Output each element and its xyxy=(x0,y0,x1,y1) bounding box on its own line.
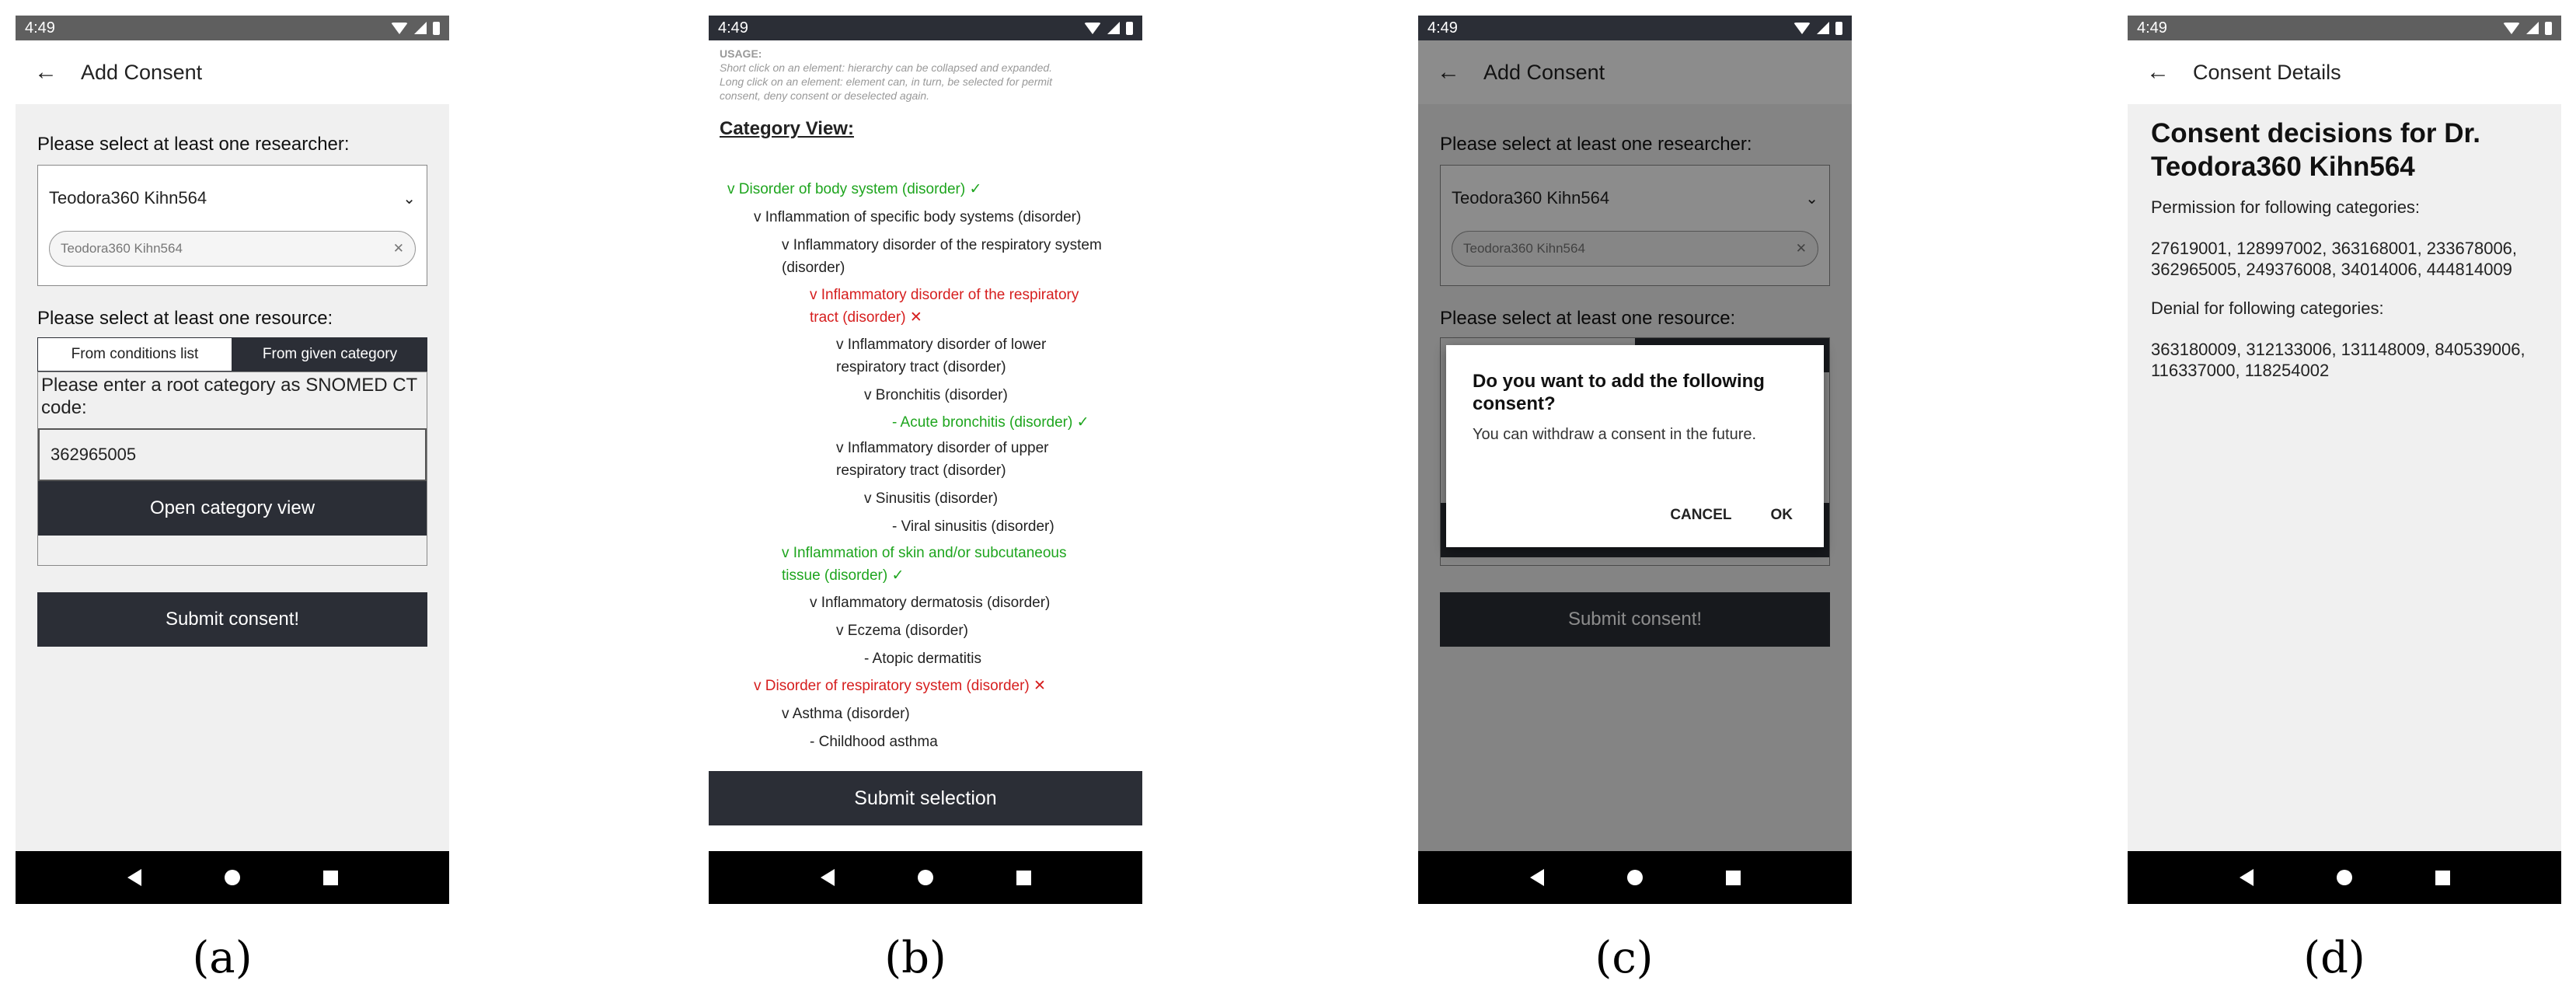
chevron-down-icon[interactable]: ⌄ xyxy=(403,190,416,208)
researcher-prompt: Please select at least one researcher: xyxy=(37,134,350,155)
nav-home-icon[interactable] xyxy=(918,870,933,885)
status-bar xyxy=(2128,16,2561,40)
status-time: 4:49 xyxy=(25,19,55,37)
status-time: 4:49 xyxy=(1427,19,1458,37)
researcher-select[interactable] xyxy=(37,165,427,286)
arrow-left-icon[interactable]: ← xyxy=(34,59,58,85)
resource-prompt: Please select at least one resource: xyxy=(1440,308,1736,329)
tree-node[interactable]: tract (disorder) ✕ xyxy=(810,309,922,326)
nav-bar xyxy=(709,851,1142,904)
tree-node[interactable]: v Inflammatory disorder of lower xyxy=(836,337,1047,353)
ok-button[interactable]: OK xyxy=(1770,507,1793,523)
signal-icon xyxy=(2526,22,2539,34)
battery-icon xyxy=(2545,22,2552,35)
tree-node[interactable]: v Inflammation of skin and/or subcutaneous xyxy=(782,545,1067,561)
tree-node[interactable]: tissue (disorder) ✓ xyxy=(782,567,905,584)
researcher-chip[interactable]: Teodora360 Kihn564 ✕ xyxy=(1452,231,1818,267)
nav-recents-icon[interactable] xyxy=(2435,871,2450,885)
arrow-left-icon[interactable]: ← xyxy=(1437,59,1460,85)
checkmark-icon: ✓ xyxy=(1076,414,1089,431)
nav-recents-icon[interactable] xyxy=(323,871,338,885)
denial-codes: 363180009, 312133006, 131148009, 840539006, 116337000, 118254002 xyxy=(2151,340,2525,380)
wifi-icon xyxy=(2503,23,2520,34)
tree-node[interactable]: respiratory tract (disorder) xyxy=(836,462,1006,479)
nav-back-icon[interactable] xyxy=(821,869,835,886)
screen-c xyxy=(1418,16,1852,904)
dialog-message: You can withdraw a consent in the future. xyxy=(1473,426,1757,443)
selected-researcher: Teodora360 Kihn564 xyxy=(49,188,207,208)
tree-node[interactable]: v Eczema (disorder) xyxy=(836,623,968,639)
close-icon[interactable]: ✕ xyxy=(1795,241,1807,256)
battery-icon xyxy=(433,22,440,35)
screen-a xyxy=(16,16,449,904)
nav-home-icon[interactable] xyxy=(2337,870,2352,885)
caption-b: (b) xyxy=(884,933,946,983)
denial-label: Denial for following categories: xyxy=(2151,298,2384,318)
submit-selection-button[interactable]: Submit selection xyxy=(709,771,1142,825)
tree-node[interactable]: - Acute bronchitis (disorder) ✓ xyxy=(892,414,1089,431)
screen-b xyxy=(709,16,1142,904)
tree-node[interactable]: v Sinusitis (disorder) xyxy=(864,490,999,507)
nav-back-icon[interactable] xyxy=(2240,869,2254,886)
tree-node[interactable]: v Inflammation of specific body systems (disorder) xyxy=(754,209,1082,225)
screen-d xyxy=(2128,16,2561,904)
status-time: 4:49 xyxy=(2137,19,2167,37)
category-view-heading: Category View: xyxy=(720,118,854,139)
status-time: 4:49 xyxy=(718,19,748,37)
category-panel xyxy=(37,372,427,566)
root-prompt: Please enter a root category as SNOMED CT code: xyxy=(41,375,417,418)
usage-text: USAGE: Short click on an element: hierarchy can be collapsed and expanded. Long click on an element: element can, in turn, be selected for permit consent, deny consent or deselected again. xyxy=(720,47,1053,102)
arrow-left-icon[interactable]: ← xyxy=(2146,59,2170,85)
submit-consent-button[interactable]: Submit consent! xyxy=(37,592,427,647)
nav-bar xyxy=(2128,851,2561,904)
dialog-title: Do you want to add the following consent? xyxy=(1473,371,1765,414)
tree-node[interactable]: - Childhood asthma xyxy=(810,734,938,750)
tree-node[interactable]: - Viral sinusitis (disorder) xyxy=(892,518,1054,535)
caption-d: (d) xyxy=(2303,933,2365,983)
tree-node[interactable]: v Inflammatory dermatosis (disorder) xyxy=(810,595,1051,611)
resource-prompt: Please select at least one resource: xyxy=(37,308,333,329)
resource-tabs xyxy=(37,337,427,372)
tree-node[interactable]: v Disorder of body system (disorder) ✓ xyxy=(727,181,982,197)
chevron-down-icon[interactable]: ⌄ xyxy=(1805,190,1818,208)
tab-given-category[interactable]: From given category xyxy=(232,337,427,372)
wifi-icon xyxy=(1793,23,1811,34)
tree-node[interactable]: v Bronchitis (disorder) xyxy=(864,387,1008,403)
app-bar xyxy=(16,40,449,104)
tree-node[interactable]: v Inflammatory disorder of the respiratory system xyxy=(782,237,1102,253)
tree-node[interactable]: v Asthma (disorder) xyxy=(782,706,910,722)
nav-recents-icon[interactable] xyxy=(1016,871,1031,885)
cross-icon: ✕ xyxy=(909,309,922,326)
nav-bar xyxy=(16,851,449,904)
permission-label: Permission for following categories: xyxy=(2151,197,2421,217)
status-bar xyxy=(16,16,449,40)
nav-back-icon[interactable] xyxy=(127,869,141,886)
page-title: Consent Details xyxy=(2193,60,2341,84)
snomed-code-input[interactable]: 362965005 xyxy=(38,428,427,481)
tree-node[interactable]: v Inflammatory disorder of the respiratory xyxy=(810,287,1079,303)
status-bar xyxy=(1418,16,1852,40)
nav-home-icon[interactable] xyxy=(1627,870,1643,885)
app-bar xyxy=(2128,40,2561,104)
permission-codes: 27619001, 128997002, 363168001, 233678006, 362965005, 249376008, 34014006, 444814009 xyxy=(2151,239,2518,279)
submit-consent-button[interactable]: Submit consent! xyxy=(1440,592,1830,647)
caption-c: (c) xyxy=(1595,933,1654,983)
tree-node[interactable]: respiratory tract (disorder) xyxy=(836,359,1006,375)
signal-icon xyxy=(414,22,427,34)
nav-bar xyxy=(1418,851,1852,904)
checkmark-icon: ✓ xyxy=(969,181,982,197)
caption-a: (a) xyxy=(192,933,253,983)
close-icon[interactable]: ✕ xyxy=(392,241,404,256)
checkmark-icon: ✓ xyxy=(891,567,905,584)
cancel-button[interactable]: CANCEL xyxy=(1670,507,1732,523)
open-category-view-button[interactable]: Open category view xyxy=(38,481,427,536)
researcher-prompt: Please select at least one researcher: xyxy=(1440,134,1752,155)
signal-icon xyxy=(1817,22,1829,34)
wifi-icon xyxy=(391,23,408,34)
battery-icon xyxy=(1835,22,1842,35)
cross-icon: ✕ xyxy=(1034,678,1046,694)
confirm-dialog xyxy=(1446,345,1824,547)
page-title: Add Consent xyxy=(1483,60,1605,84)
selected-researcher: Teodora360 Kihn564 xyxy=(1452,188,1610,208)
researcher-chip[interactable]: Teodora360 Kihn564 ✕ xyxy=(49,231,416,267)
nav-back-icon[interactable] xyxy=(1530,869,1544,886)
page-title: Add Consent xyxy=(81,60,203,84)
consent-heading: Consent decisions for Dr. Teodora360 Kihn564 xyxy=(2151,118,2480,182)
nav-recents-icon[interactable] xyxy=(1726,871,1741,885)
tree-node[interactable]: - Atopic dermatitis xyxy=(864,651,981,667)
tree-node[interactable]: (disorder) xyxy=(782,260,845,276)
tab-conditions-list[interactable]: From conditions list xyxy=(37,337,232,372)
tree-node[interactable]: v Disorder of respiratory system (disorder) ✕ xyxy=(754,678,1046,694)
nav-home-icon[interactable] xyxy=(225,870,240,885)
tree-node[interactable]: v Inflammatory disorder of upper xyxy=(836,440,1049,456)
